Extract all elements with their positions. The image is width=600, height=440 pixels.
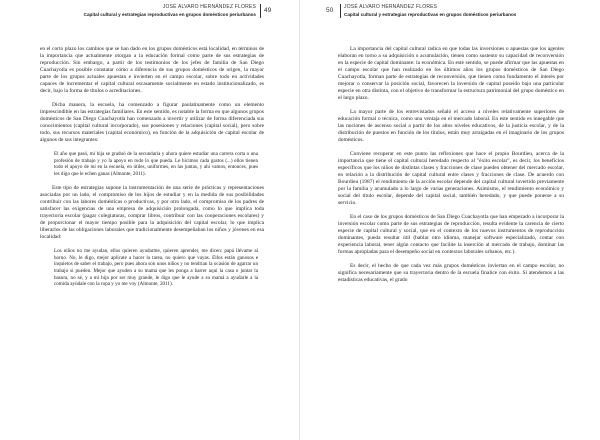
page-number-left: 49: [264, 7, 272, 14]
paragraph: La importancia del capital cultural radica en que todas las inversiones o apuestas que los agentes elaboran en torno a su adquisición o acumulación, tienen como sustento su capacidad de reconversión en la especie de capital dominante: la económica. En este sentido, se puede afirmar que las apuestas en el campo escolar que han realizado en los últimos años los grupos domésticos de San Diego Cuachayotla, forman parte de estrategias de reconversión, que tienen como fundamento el interés por mejorar o conservar la posición social, favorecen la inversión de capital poseído bajo una particular especie en otra distinta, con el objetivo de transformar la estructura patrimonial del grupo doméstico en el largo plazo.: [338, 46, 564, 101]
header-author: JOSÉ ALVARO HERNÁNDEZ FLORES: [344, 4, 438, 10]
header-divider: [340, 4, 341, 18]
left-running-header: [84, 4, 256, 17]
paragraph: en el corto plazo los cambios que se han dado en los grupos domésticos está localidad, en términos de la importancia que actualmente otorgan a la educación formal como parte de sus estrategias de reproducción. Sin embargo, a partir de los testimonios de los jefes de familia de San Diego Cuachayotla es posible constatar cómo a diferencia de sus grupos domésticos de origen, la mayor parte de los grupos actuales apuestan e invierten en el campo escolar, sobre todo en actividades capaces de incrementar el capital cultural escasamente socialmente en estado institucionalizado, es decir, bajo la forma de títulos o acreditaciones.: [40, 46, 264, 94]
right-running-header: [344, 4, 516, 17]
paragraph: La mayor parte de los entrevistados señaló el acceso a niveles relativamente superiores de educación formal o técnica, como una ventaja en el mercado laboral. En este sentido es innegable que las nociones de ascenso social a partir de los altos niveles educativos, de la justicia escolar, y de la distribución de puestos en función de los títulos, están muy arraigadas en el imaginario de los grupos domésticos.: [338, 109, 564, 143]
left-body-text: [40, 46, 264, 295]
paragraph: Es decir, el hecho de que cada vez más grupos domésticos inviertan en el campo escolar, no significa necesariamente que su trayectoria dentro de la escuela finalice con éxito. Si atendemos a las estadísticas educativas, el grado: [338, 263, 564, 283]
paragraph: En el caso de los grupos domésticos de San Diego Cuachayotla que han empezado a incorporar la inversión escolar como parte de sus estrategias de reproducción, resulta evidente la carencia de cierto especie de capital cultural y social, que en el contexto de los nuevos instrumentos de reproducción dominantes, pueda resultar útil (hablar otro idioma, manejar software especializado, contar con experiencia laboral, tener algún contacto que facilite la inserción al mercado de trabajo, dominar las formas apropiadas para el desempeño social en contextos laborales urbanos, etc.).: [338, 214, 564, 255]
paragraph: Conviene recuperar en este punto las reflexiones que hace el propio Bourdieu, acerca de la importancia que tiene el capital cultural heredado respecto al "éxito escolar", es decir, los beneficios específicos que los niños de distintas clases y fracciones de clase pueden obtener del mercado escolar, en relación a la distribución de capital cultural entre clases y fracciones de clase. De acuerdo con Bourdieu (1987) el rendimiento de la acción escolar depende del capital cultural invertido previamente por la familia y acumulado a lo largo de varias generaciones. Asimismo, el rendimiento económico y social del título escolar, depende del capital social, también heredado, y que puede ponerse a su servicio.: [338, 151, 564, 206]
block-quote: El año que pasó, mi hija se graduó de la secundaria y ahora quiere estudiar una carrera corta o una profesión de trabajo y yo la apoyo en todo lo que pueda. Le hicimos cada gastos (...) ellos tienen todo el apoyo de mí en la escuela, en útiles, uniformes, en las juntas, y ahí vamos, entonces, pues les digo que le echen ganas (Almonte, 2011).: [54, 151, 258, 178]
paragraph: Dicha manera, la escuela, ha comenzado a figurar paulatinamente como un elemento imprescindible en las estrategias familiares. En este sentido, es notable la forma en que algunos grupos domésticos de San Diego Cuachayotla han comenzado a invertir y utilizar de forma diferenciada sus conocimientos (capital cultural incorporado), sus posesiones y relaciones (capital social), pero sobre todo, sus recursos materiales (capital económico), en función de la adquisición de capital escolar de algunos de sus integrantes:: [40, 102, 264, 143]
header-author: JOSÉ ALVARO HERNÁNDEZ FLORES: [162, 4, 256, 10]
header-divider: [260, 4, 261, 18]
page-number-right: 50: [326, 7, 334, 14]
block-quote: Los niños no me ayudan, ellos quieren ayudarme, quieren aprender, me dicen: papá llévame al horno. No, le digo, mejor aplícate a hacer la tarea, no quiero que vayas. Ellos están ganosos e inquietos de saber el trabajo, pero pues ahora son unos niños y no tendrían la ocasión de agarrar un trabajo si pueden. Mejor que ayuden a su mamá que les ponga a barrer aquí la casa o juntar la basura, no sé, y a mi hija por ser muy grande, le digo que le ayude a su mamá a ayudarle a la comida ayúdale con la ropa y yo me voy (Almonte, 2011).: [54, 247, 258, 288]
paragraph: Este tipo de estrategias supone la instrumentación de una serie de prácticas y representaciones asociadas por un lado, el compromiso de los hijos de estudiar y en la medida de sus posibilidades contribuir con las labores domésticas o productivas, y por otro lado, el compromiso de los padres de satisfacer las exigencias de una empresa de adquisición prolongada, como lo que implica toda trayectoria escolar (pagar colegiaturas, comprar libros, contribuir con las cooperaciones escolares) y de proporcionar el mayor tiempo posible para la adquisición del capital escolar, lo que implica liberarlos de las obligaciones laborales que tradicionalmente desempeñaban los niños y jóvenes en esa localidad:: [40, 184, 264, 240]
header-title: Capital cultural y estrategias reproductivas en grupos domésticos periurbanos: [83, 12, 256, 17]
header-title: Capital cultural y estrategias reproductivas en grupos domésticos periurbanos: [344, 12, 517, 17]
right-page: [300, 0, 600, 440]
right-body-text: [338, 46, 564, 291]
